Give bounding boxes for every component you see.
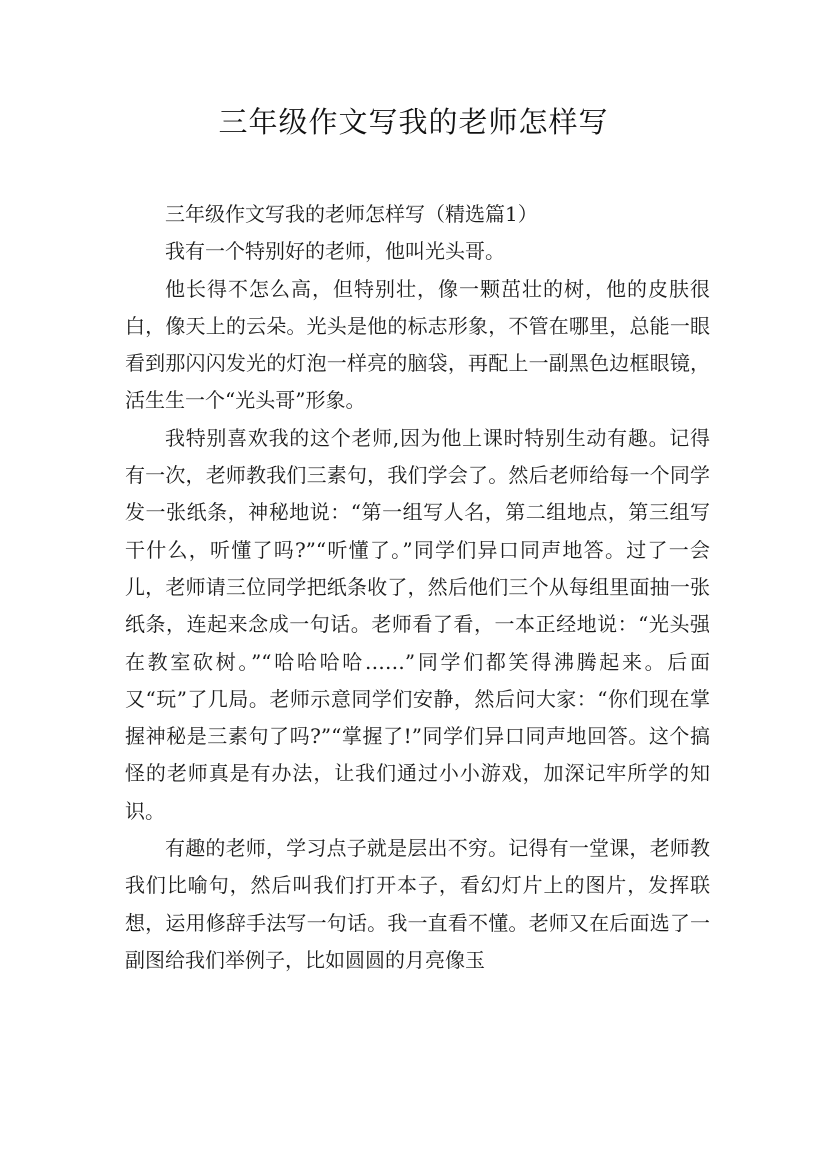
paragraph: 我特别喜欢我的这个老师,因为他上课时特别生动有趣。记得有一次，老师教我们三素句，我们学会了。然后老师给每一个同学发一张纸条，神秘地说：“第一组写人名，第二组地点，第三组写干什么，听懂了吗?”“听懂了。”同学们异口同声地答。过了一会儿，老师请三位同学把纸条收了，然后他们三个从每组里面抽一张纸条，连起来念成一句话。老师看了看，一本正经地说：“光头强在教室砍树。”“哈哈哈哈……”同学们都笑得沸腾起来。后面又“玩”了几局。老师示意同学们安静，然后问大家：“你们现在掌握神秘是三素句了吗?”“掌握了!”同学们异口同声地回答。这个搞怪的老师真是有办法，让我们通过小小游戏，加深记牢所学的知识。 [125, 425, 710, 823]
paragraph: 我有一个特别好的老师，他叫光头哥。 [165, 239, 505, 264]
section-heading: 三年级作文写我的老师怎样写（精选篇1） [165, 202, 538, 226]
document-title: 三年级作文写我的老师怎样写 [218, 105, 609, 139]
document-body [125, 196, 710, 979]
paragraph: 有趣的老师，学习点子就是层出不穷。记得有一堂课，老师教我们比喻句，然后叫我们打开本子，看幻灯片上的图片，发挥联想，运用修辞手法写一句话。我一直看不懂。老师又在后面选了一副图给我们举例子，比如圆圆的月亮像玉 [125, 836, 710, 972]
paragraph: 他长得不怎么高，但特别壮，像一颗茁壮的树，他的皮肤很白，像天上的云朵。光头是他的标志形象，不管在哪里，总能一眼看到那闪闪发光的灯泡一样亮的脑袋，再配上一副黑色边框眼镜，活生生一个“光头哥”形象。 [125, 276, 710, 413]
